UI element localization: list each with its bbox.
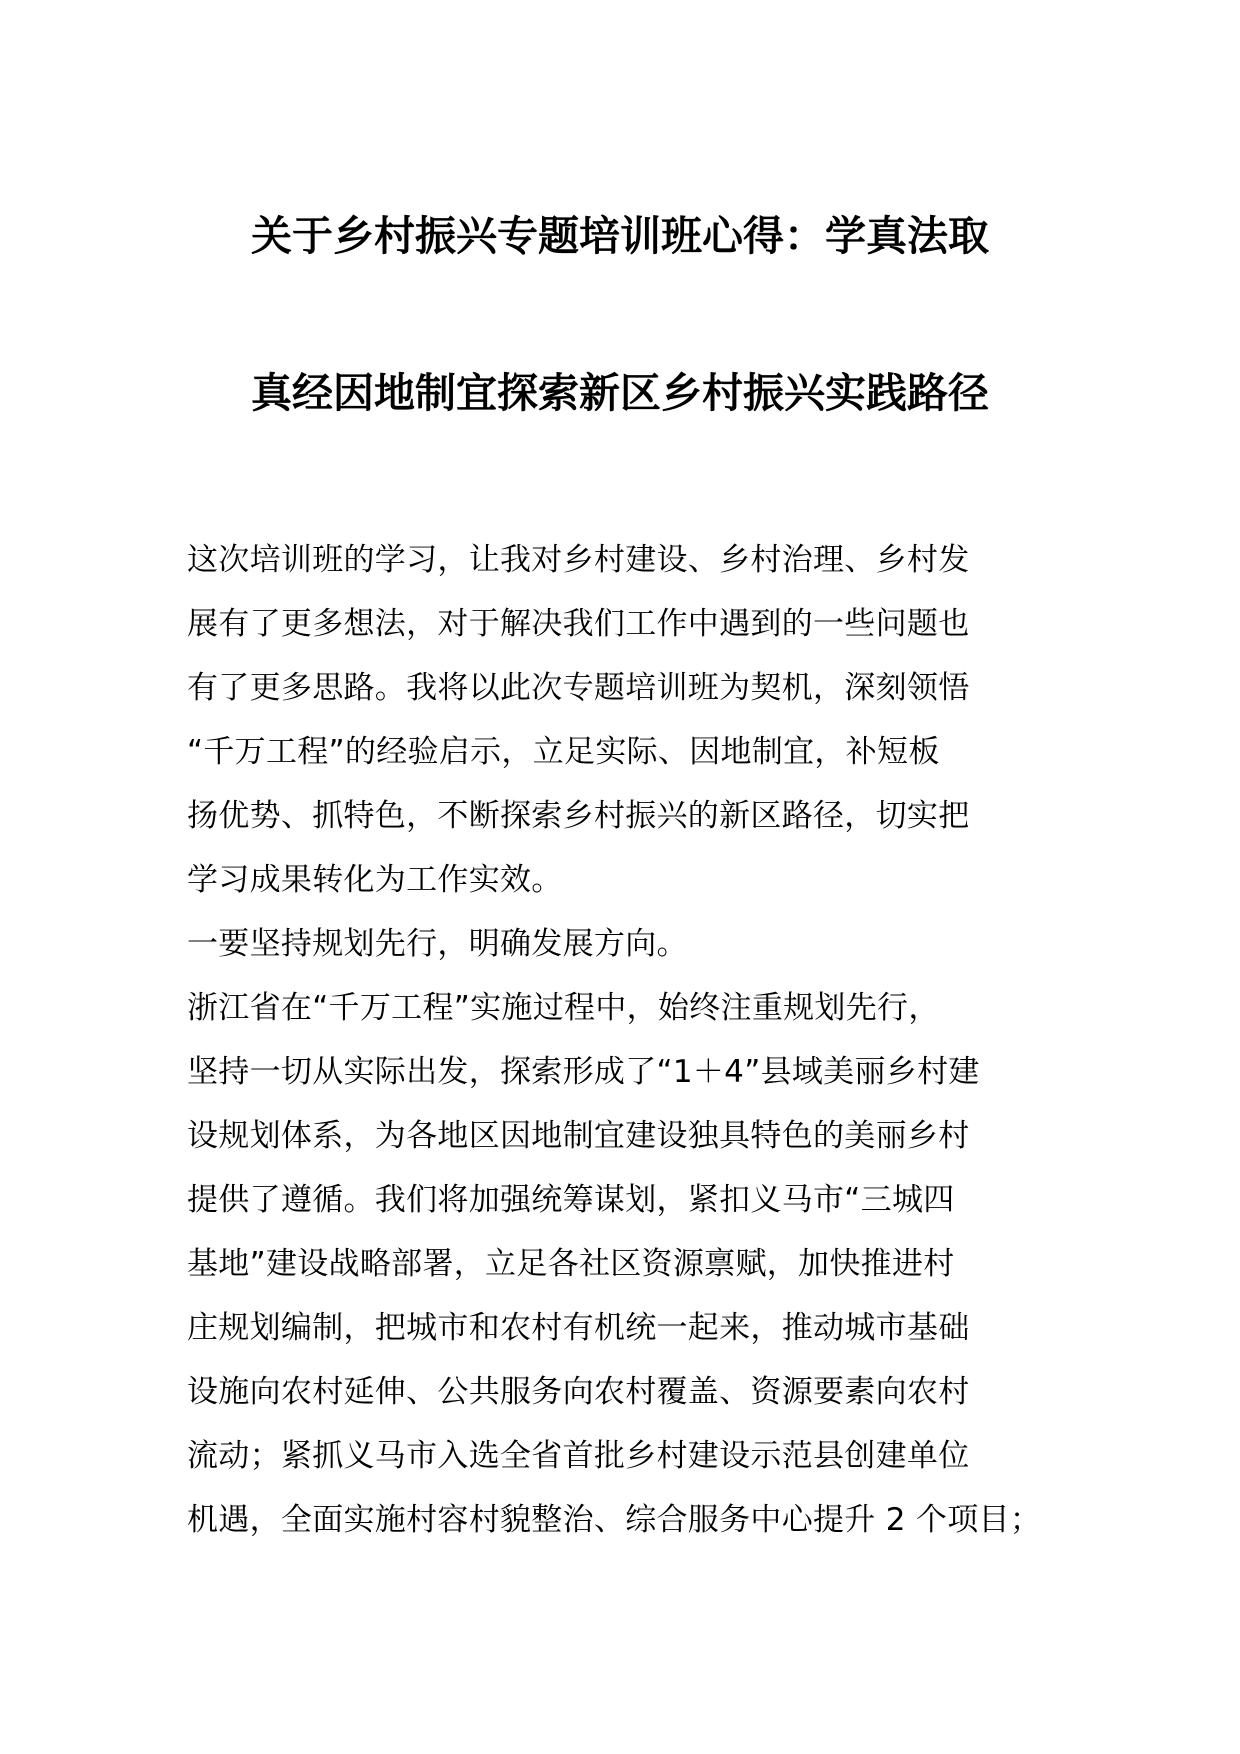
document-title-line-2: 真经因地制宜探索新区乡村振兴实践路径: [251, 369, 989, 417]
body-line-11: 提供了遵循。我们将加强统筹谋划，紧扣义马市“三城四: [187, 1182, 955, 1218]
body-line-13: 庄规划编制，把城市和农村有机统一起来，推动城市基础: [187, 1310, 970, 1346]
body-line-10: 设规划体系，为各地区因地制宜建设独具特色的美丽乡村: [187, 1118, 970, 1154]
body-line-12: 基地”建设战略部署，立足各社区资源禀赋，加快推进村: [187, 1246, 955, 1282]
body-line-14: 设施向农村延伸、公共服务向农村覆盖、资源要素向农村: [187, 1374, 970, 1410]
body-line-5: 扬优势、抓特色，不断探索乡村振兴的新区路径，切实把: [187, 798, 970, 834]
body-line-9: 坚持一切从实际出发，探索形成了“1＋4”县域美丽乡村建: [187, 1054, 980, 1090]
body-line-4: “千万工程”的经验启示，立足实际、因地制宜，补短板: [187, 734, 940, 770]
body-line-2: 展有了更多想法，对于解决我们工作中遇到的一些问题也: [187, 606, 970, 642]
body-line-6: 学习成果转化为工作实效。: [187, 862, 563, 898]
body-line-8: 浙江省在“千万工程”实施过程中，始终注重规划先行，: [187, 990, 940, 1026]
section-heading-line: 一要坚持规划先行，明确发展方向。: [187, 926, 688, 962]
document-title-line-1: 关于乡村振兴专题培训班心得：学真法取: [251, 212, 989, 260]
body-line-1: 这次培训班的学习，让我对乡村建设、乡村治理、乡村发: [187, 542, 970, 578]
body-line-15: 流动；紧抓义马市入选全省首批乡村建设示范县创建单位: [187, 1438, 970, 1474]
body-line-16: 机遇，全面实施村容村貌整治、综合服务中心提升 2 个项目；: [187, 1502, 1042, 1538]
body-line-3: 有了更多思路。我将以此次专题培训班为契机，深刻领悟: [187, 670, 970, 706]
